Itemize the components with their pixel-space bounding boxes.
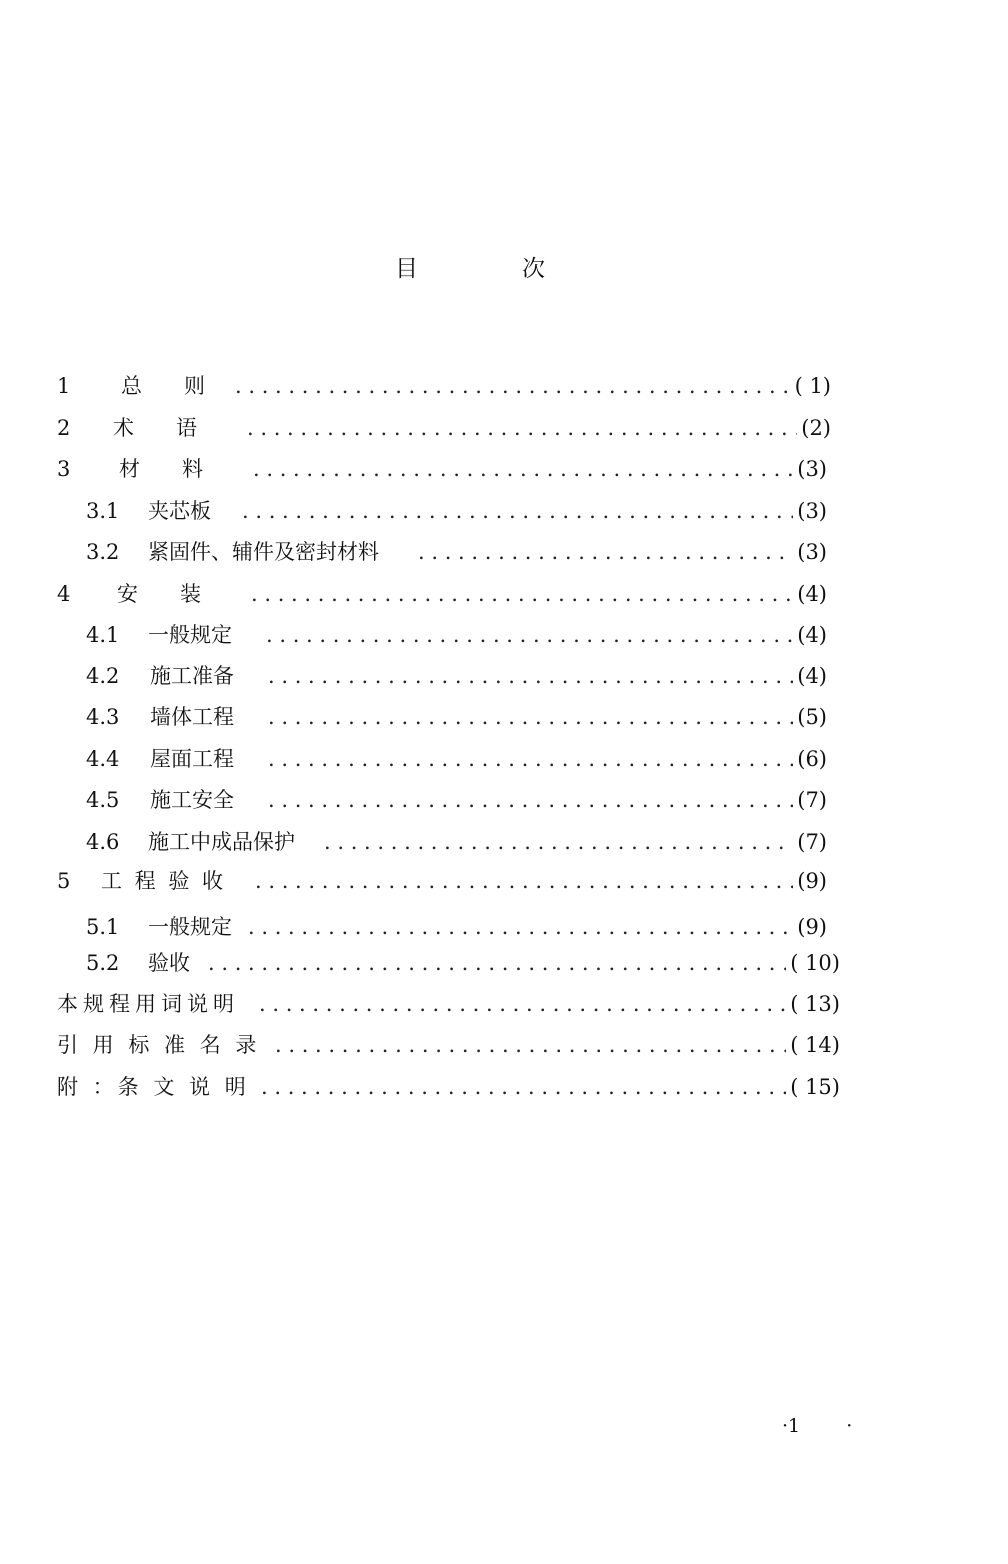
toc-entry-page: (7) bbox=[797, 830, 827, 854]
toc-entry-label: 安 装 bbox=[117, 582, 201, 606]
toc-entry-page: (4) bbox=[797, 664, 827, 688]
toc-title-right: 次 bbox=[522, 256, 545, 282]
toc-entry-label: 工 程 验 收 bbox=[101, 869, 224, 893]
toc-entry-label: 一般规定 bbox=[148, 915, 232, 939]
toc-entry-page: (3) bbox=[797, 499, 827, 523]
toc-entry-label: 施工安全 bbox=[150, 788, 234, 812]
toc-entry-label: 本规程用词说明 bbox=[57, 992, 239, 1016]
toc-entry-page: (3) bbox=[797, 457, 827, 481]
toc-entry[interactable] bbox=[86, 495, 827, 525]
toc-leader-dots bbox=[208, 951, 786, 975]
toc-entry-page: (5) bbox=[797, 705, 827, 729]
toc-leader-dots bbox=[242, 499, 793, 523]
toc-entry-label: 施工准备 bbox=[150, 664, 234, 688]
toc-leader-dots bbox=[268, 705, 793, 729]
toc-entry-label: 总 则 bbox=[121, 374, 205, 398]
toc-entry[interactable] bbox=[86, 743, 827, 773]
toc-entry-page: (9) bbox=[797, 915, 827, 939]
toc-entry-label: 附 ：条 文 说 明 bbox=[57, 1075, 250, 1099]
toc-entry[interactable] bbox=[57, 412, 831, 442]
page-number: ·1 bbox=[782, 1415, 801, 1437]
toc-entry-label: 施工中成品保护 bbox=[148, 830, 295, 854]
toc-leader-dots bbox=[255, 869, 793, 893]
toc-entry-page: ( 15) bbox=[790, 1075, 840, 1099]
toc-entry-number: 3.1 bbox=[86, 499, 120, 523]
toc-leader-dots bbox=[324, 830, 793, 854]
toc-entry-label: 紧固件、辅件及密封材料 bbox=[148, 540, 379, 564]
toc-leader-dots bbox=[253, 457, 793, 481]
toc-entry-number: 4.6 bbox=[86, 830, 120, 854]
toc-entry-number: 3.2 bbox=[86, 540, 120, 564]
toc-entry-number: 3 bbox=[57, 457, 71, 481]
toc-leader-dots bbox=[251, 582, 793, 606]
toc-entry[interactable] bbox=[57, 370, 831, 400]
toc-entry-page: (4) bbox=[797, 623, 827, 647]
toc-entry[interactable] bbox=[57, 578, 827, 608]
toc-entry-number: 4 bbox=[57, 582, 71, 606]
toc-entry-page: (7) bbox=[797, 788, 827, 812]
toc-leader-dots bbox=[248, 915, 793, 939]
toc-entry-label: 墙体工程 bbox=[150, 705, 234, 729]
toc-entry-number: 1 bbox=[57, 374, 71, 398]
toc-entry-label: 材 料 bbox=[119, 457, 203, 481]
toc-leader-dots bbox=[268, 664, 793, 688]
toc-entry[interactable] bbox=[86, 619, 827, 649]
toc-leader-dots bbox=[235, 374, 791, 398]
toc-entry-number: 4.5 bbox=[86, 788, 120, 812]
toc-entry-label: 验收 bbox=[148, 951, 190, 975]
toc-entry-number: 5.2 bbox=[86, 951, 120, 975]
toc-leader-dots bbox=[268, 788, 793, 812]
toc-leader-dots bbox=[275, 1033, 786, 1057]
toc-entry-number: 5 bbox=[57, 869, 71, 893]
toc-entry[interactable] bbox=[86, 947, 840, 977]
toc-entry[interactable] bbox=[57, 988, 840, 1018]
toc-leader-dots bbox=[261, 1075, 786, 1099]
toc-entry-number: 4.3 bbox=[86, 705, 120, 729]
toc-entry-number: 2 bbox=[57, 416, 71, 440]
toc-title bbox=[395, 250, 545, 280]
toc-entry[interactable] bbox=[86, 660, 827, 690]
toc-entry-label: 术 语 bbox=[113, 416, 197, 440]
toc-leader-dots bbox=[259, 992, 786, 1016]
toc-entry-page: (4) bbox=[797, 582, 827, 606]
page-footer bbox=[782, 1415, 852, 1437]
toc-entry-number: 4.1 bbox=[86, 623, 120, 647]
toc-entry-label: 引 用 标 准 名 录 bbox=[57, 1033, 261, 1057]
toc-entry-page: ( 13) bbox=[790, 992, 840, 1016]
toc-entry-page: (6) bbox=[797, 747, 827, 771]
toc-leader-dots bbox=[266, 623, 793, 647]
toc-entry-page: ( 10) bbox=[790, 951, 840, 975]
toc-entry[interactable] bbox=[57, 1029, 840, 1059]
toc-entry[interactable] bbox=[57, 865, 827, 895]
toc-entry[interactable] bbox=[86, 826, 827, 856]
toc-entry[interactable] bbox=[86, 536, 827, 566]
toc-leader-dots bbox=[418, 540, 793, 564]
toc-entry-label: 一般规定 bbox=[148, 623, 232, 647]
toc-leader-dots bbox=[247, 416, 797, 440]
toc-entry-page: (9) bbox=[797, 869, 827, 893]
toc-entry-label: 屋面工程 bbox=[150, 747, 234, 771]
footer-dot: · bbox=[846, 1415, 853, 1437]
toc-entry-page: (2) bbox=[801, 416, 831, 440]
toc-entry-label: 夹芯板 bbox=[148, 499, 211, 523]
toc-entry[interactable] bbox=[57, 453, 827, 483]
toc-entry-number: 4.2 bbox=[86, 664, 120, 688]
toc-entry[interactable] bbox=[86, 911, 827, 941]
toc-entry-number: 4.4 bbox=[86, 747, 120, 771]
toc-entry[interactable] bbox=[57, 1071, 840, 1101]
toc-entry[interactable] bbox=[86, 701, 827, 731]
toc-entry[interactable] bbox=[86, 784, 827, 814]
toc-entry-page: ( 14) bbox=[790, 1033, 840, 1057]
toc-title-left: 目 bbox=[395, 256, 418, 282]
toc-entry-page: (3) bbox=[797, 540, 827, 564]
toc-entry-number: 5.1 bbox=[86, 915, 120, 939]
toc-leader-dots bbox=[268, 747, 793, 771]
toc-entry-page: ( 1) bbox=[794, 374, 831, 398]
